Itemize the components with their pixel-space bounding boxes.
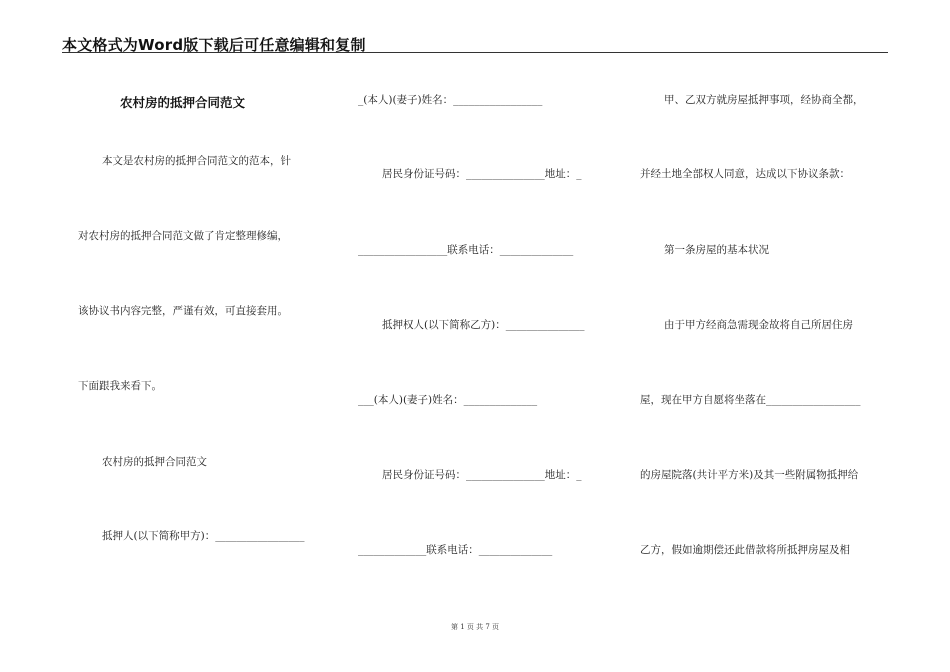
document-header: 本文格式为Word版下载后可任意编辑和复制 bbox=[62, 36, 366, 54]
col1-line-2: 对农村房的抵押合同范文做了肯定整理修编， bbox=[78, 230, 288, 242]
col1-line-5: 农村房的抵押合同范文 bbox=[102, 456, 207, 468]
col1-line-6: 抵押人(以下简称甲方)：_________________ bbox=[102, 530, 305, 542]
col3-line-6: 的房屋院落(共计平方米)及其一些附属物抵押给 bbox=[640, 469, 859, 481]
col2-line-4: 抵押权人(以下简称乙方)：_______________ bbox=[382, 319, 585, 331]
col3-line-4: 由于甲方经商急需现金故将自己所居住房 bbox=[664, 319, 853, 331]
col1-line-3: 该协议书内容完整，严谨有效，可直接套用。 bbox=[78, 305, 288, 317]
col2-line-5: ___(本人)(妻子)姓名：______________ bbox=[358, 394, 538, 406]
col3-line-2: 并经土地全部权人同意，达成以下协议条款： bbox=[640, 168, 850, 180]
col1-line-4: 下面跟我来看下。 bbox=[78, 380, 162, 392]
col2-line-3: _________________联系电话：______________ bbox=[358, 244, 574, 256]
col2-line-1: _(本人)(妻子)姓名：_________________ bbox=[358, 94, 543, 106]
col2-line-2: 居民身份证号码：_______________地址：_ bbox=[382, 168, 582, 180]
col3-line-5: 屋，现在甲方自愿将坐落在__________________ bbox=[640, 394, 861, 406]
page-number: 第 1 页 共 7 页 bbox=[450, 623, 500, 631]
col1-line-1: 本文是农村房的抵押合同范文的范本，针 bbox=[102, 155, 291, 167]
col3-line-7: 乙方，假如逾期偿还此借款将所抵押房屋及相 bbox=[640, 544, 850, 556]
document-title: 农村房的抵押合同范文 bbox=[120, 95, 246, 110]
col2-line-6: 居民身份证号码：_______________地址：_ bbox=[382, 469, 582, 481]
col2-line-7: _____________联系电话：______________ bbox=[358, 544, 553, 556]
header-divider bbox=[62, 52, 888, 53]
col3-line-1: 甲、乙双方就房屋抵押事项，经协商全都， bbox=[664, 94, 864, 106]
col3-line-3: 第一条房屋的基本状况 bbox=[664, 244, 769, 256]
